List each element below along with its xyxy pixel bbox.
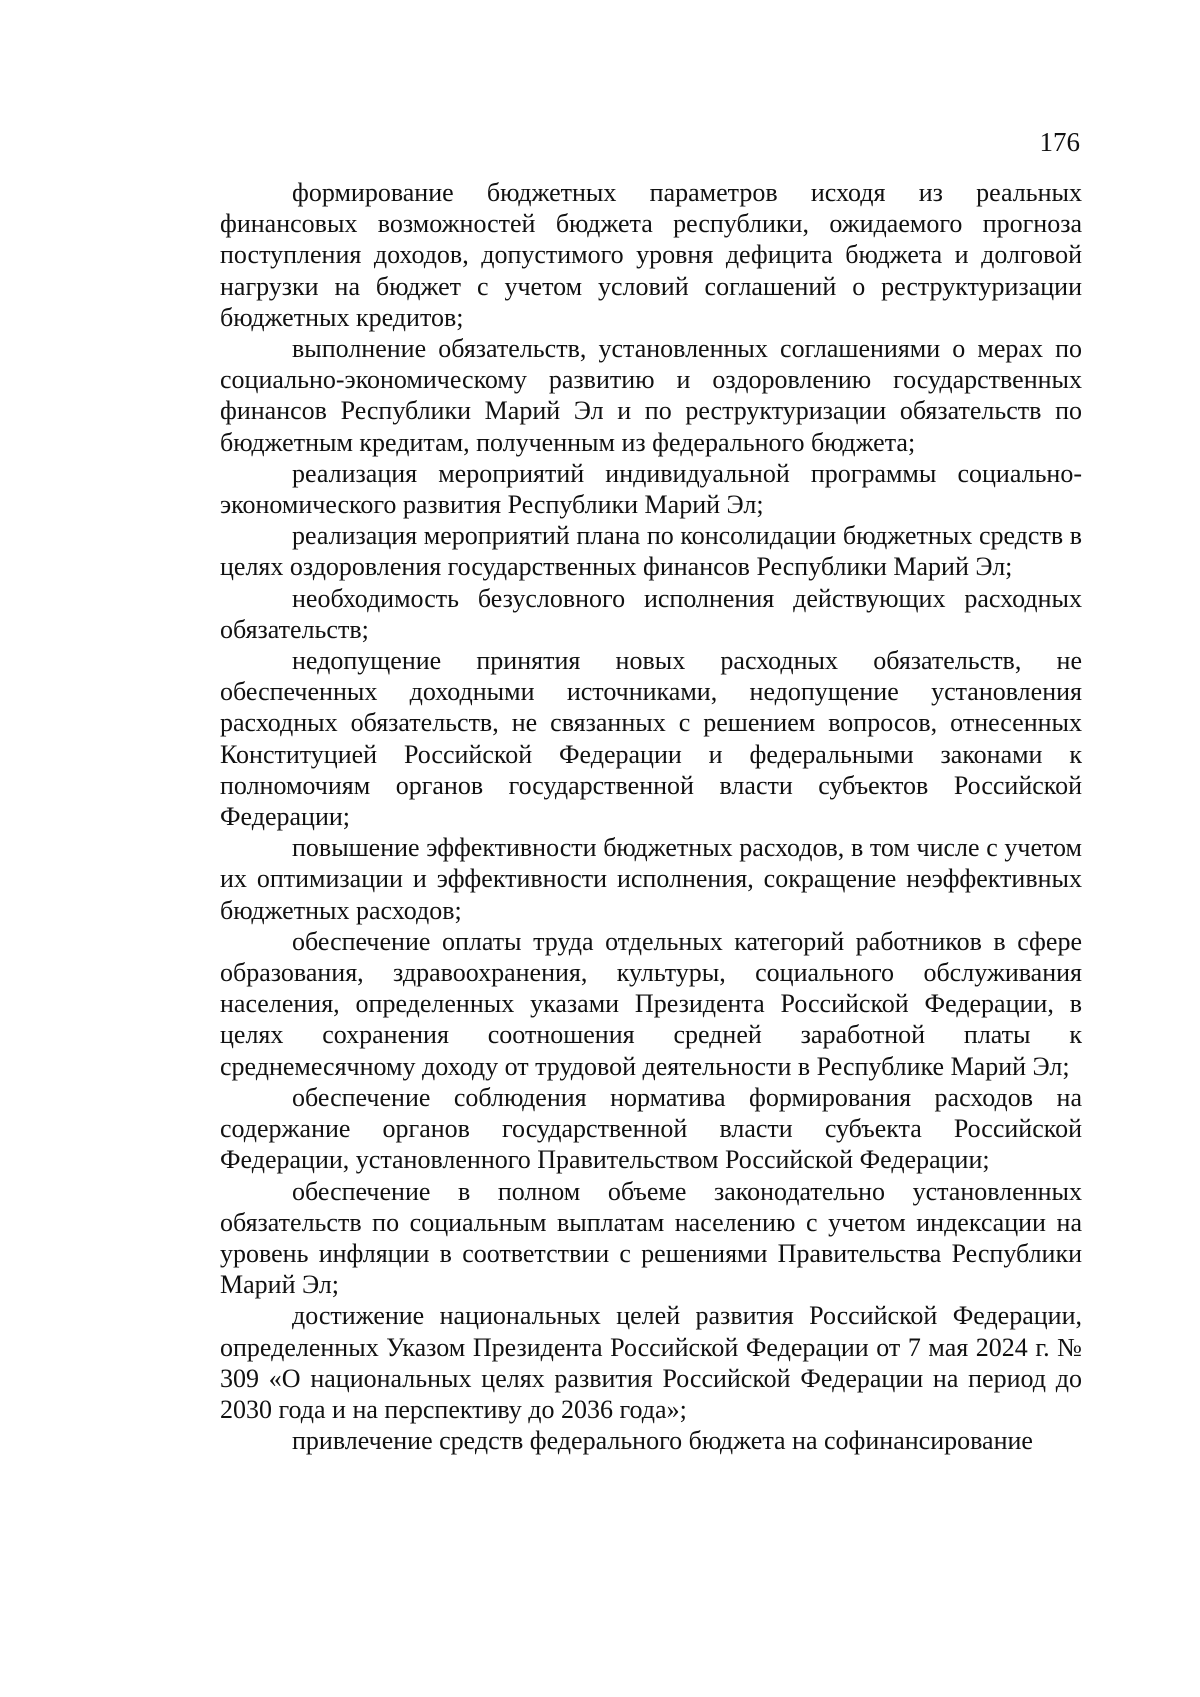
paragraph-new-obligations: недопущение принятия новых расходных обязательств, не обеспеченных доходными источниками, недопущение установления расходных обязательств, не связанных с решением вопросов, отнесенных Конституцией Российской Федерации и федеральными законами к полномочиям органов государственной власти субъектов Российской Федерации; — [220, 646, 1082, 832]
paragraph-unconditional-execution: необходимость безусловного исполнения действующих расходных обязательств; — [220, 583, 1082, 644]
paragraph-social-payments: обеспечение в полном объеме законодательно установленных обязательств по социальным выплатам населению с учетом индексации на уровень инфляции в соответствии с решениями Правительства Республики Марий Эл; — [220, 1176, 1082, 1300]
paragraph-government-expenses: обеспечение соблюдения норматива формирования расходов на содержание органов государственной власти субъекта Российской Федерации, установленного Правительством Российской Федерации; — [220, 1082, 1082, 1175]
paragraph-consolidation-plan: реализация мероприятий плана по консолидации бюджетных средств в целях оздоровления государственных финансов Республики Марий Эл; — [220, 521, 1082, 582]
paragraph-wages: обеспечение оплаты труда отдельных категорий работников в сфере образования, здравоохранения, культуры, социального обслуживания населения, определенных указами Президента Российской Федерации, в целях сохранения соотношения средней заработной платы к среднемесячному доходу от трудовой деятельности в Республике Марий Эл; — [220, 926, 1082, 1081]
paragraph-national-goals: достижение национальных целей развития Российской Федерации, определенных Указом Президента Российской Федерации от 7 мая 2024 г. № 309 «О национальных целях развития Российской Федерации на период до 2030 года и на перспективу до 2036 года»; — [220, 1301, 1082, 1424]
paragraph-federal-cofinancing: привлечение средств федерального бюджета на софинансирование — [292, 1426, 1033, 1456]
document-body — [220, 177, 1082, 1456]
paragraph-budget-parameters: формирование бюджетных параметров исходя из реальных финансовых возможностей бюджета республики, ожидаемого прогноза поступления доходов, допустимого уровня дефицита бюджета и долговой нагрузки на бюджет с учетом условий соглашений о реструктуризации бюджетных кредитов; — [220, 178, 1082, 332]
paragraph-individual-program: реализация мероприятий индивидуальной программы социально-экономического развития Республики Марий Эл; — [220, 458, 1082, 520]
page-number: 176 — [1039, 127, 1080, 157]
paragraph-efficiency: повышение эффективности бюджетных расходов, в том числе с учетом их оптимизации и эффективности исполнения, сокращение неэффективных бюджетных расходов; — [220, 833, 1082, 925]
paragraph-obligations-agreements: выполнение обязательств, установленных соглашениями о мерах по социально-экономическому развитию и оздоровлению государственных финансов Республики Марий Эл и по реструктуризации обязательств по бюджетным кредитам, полученным из федерального бюджета; — [220, 334, 1082, 457]
